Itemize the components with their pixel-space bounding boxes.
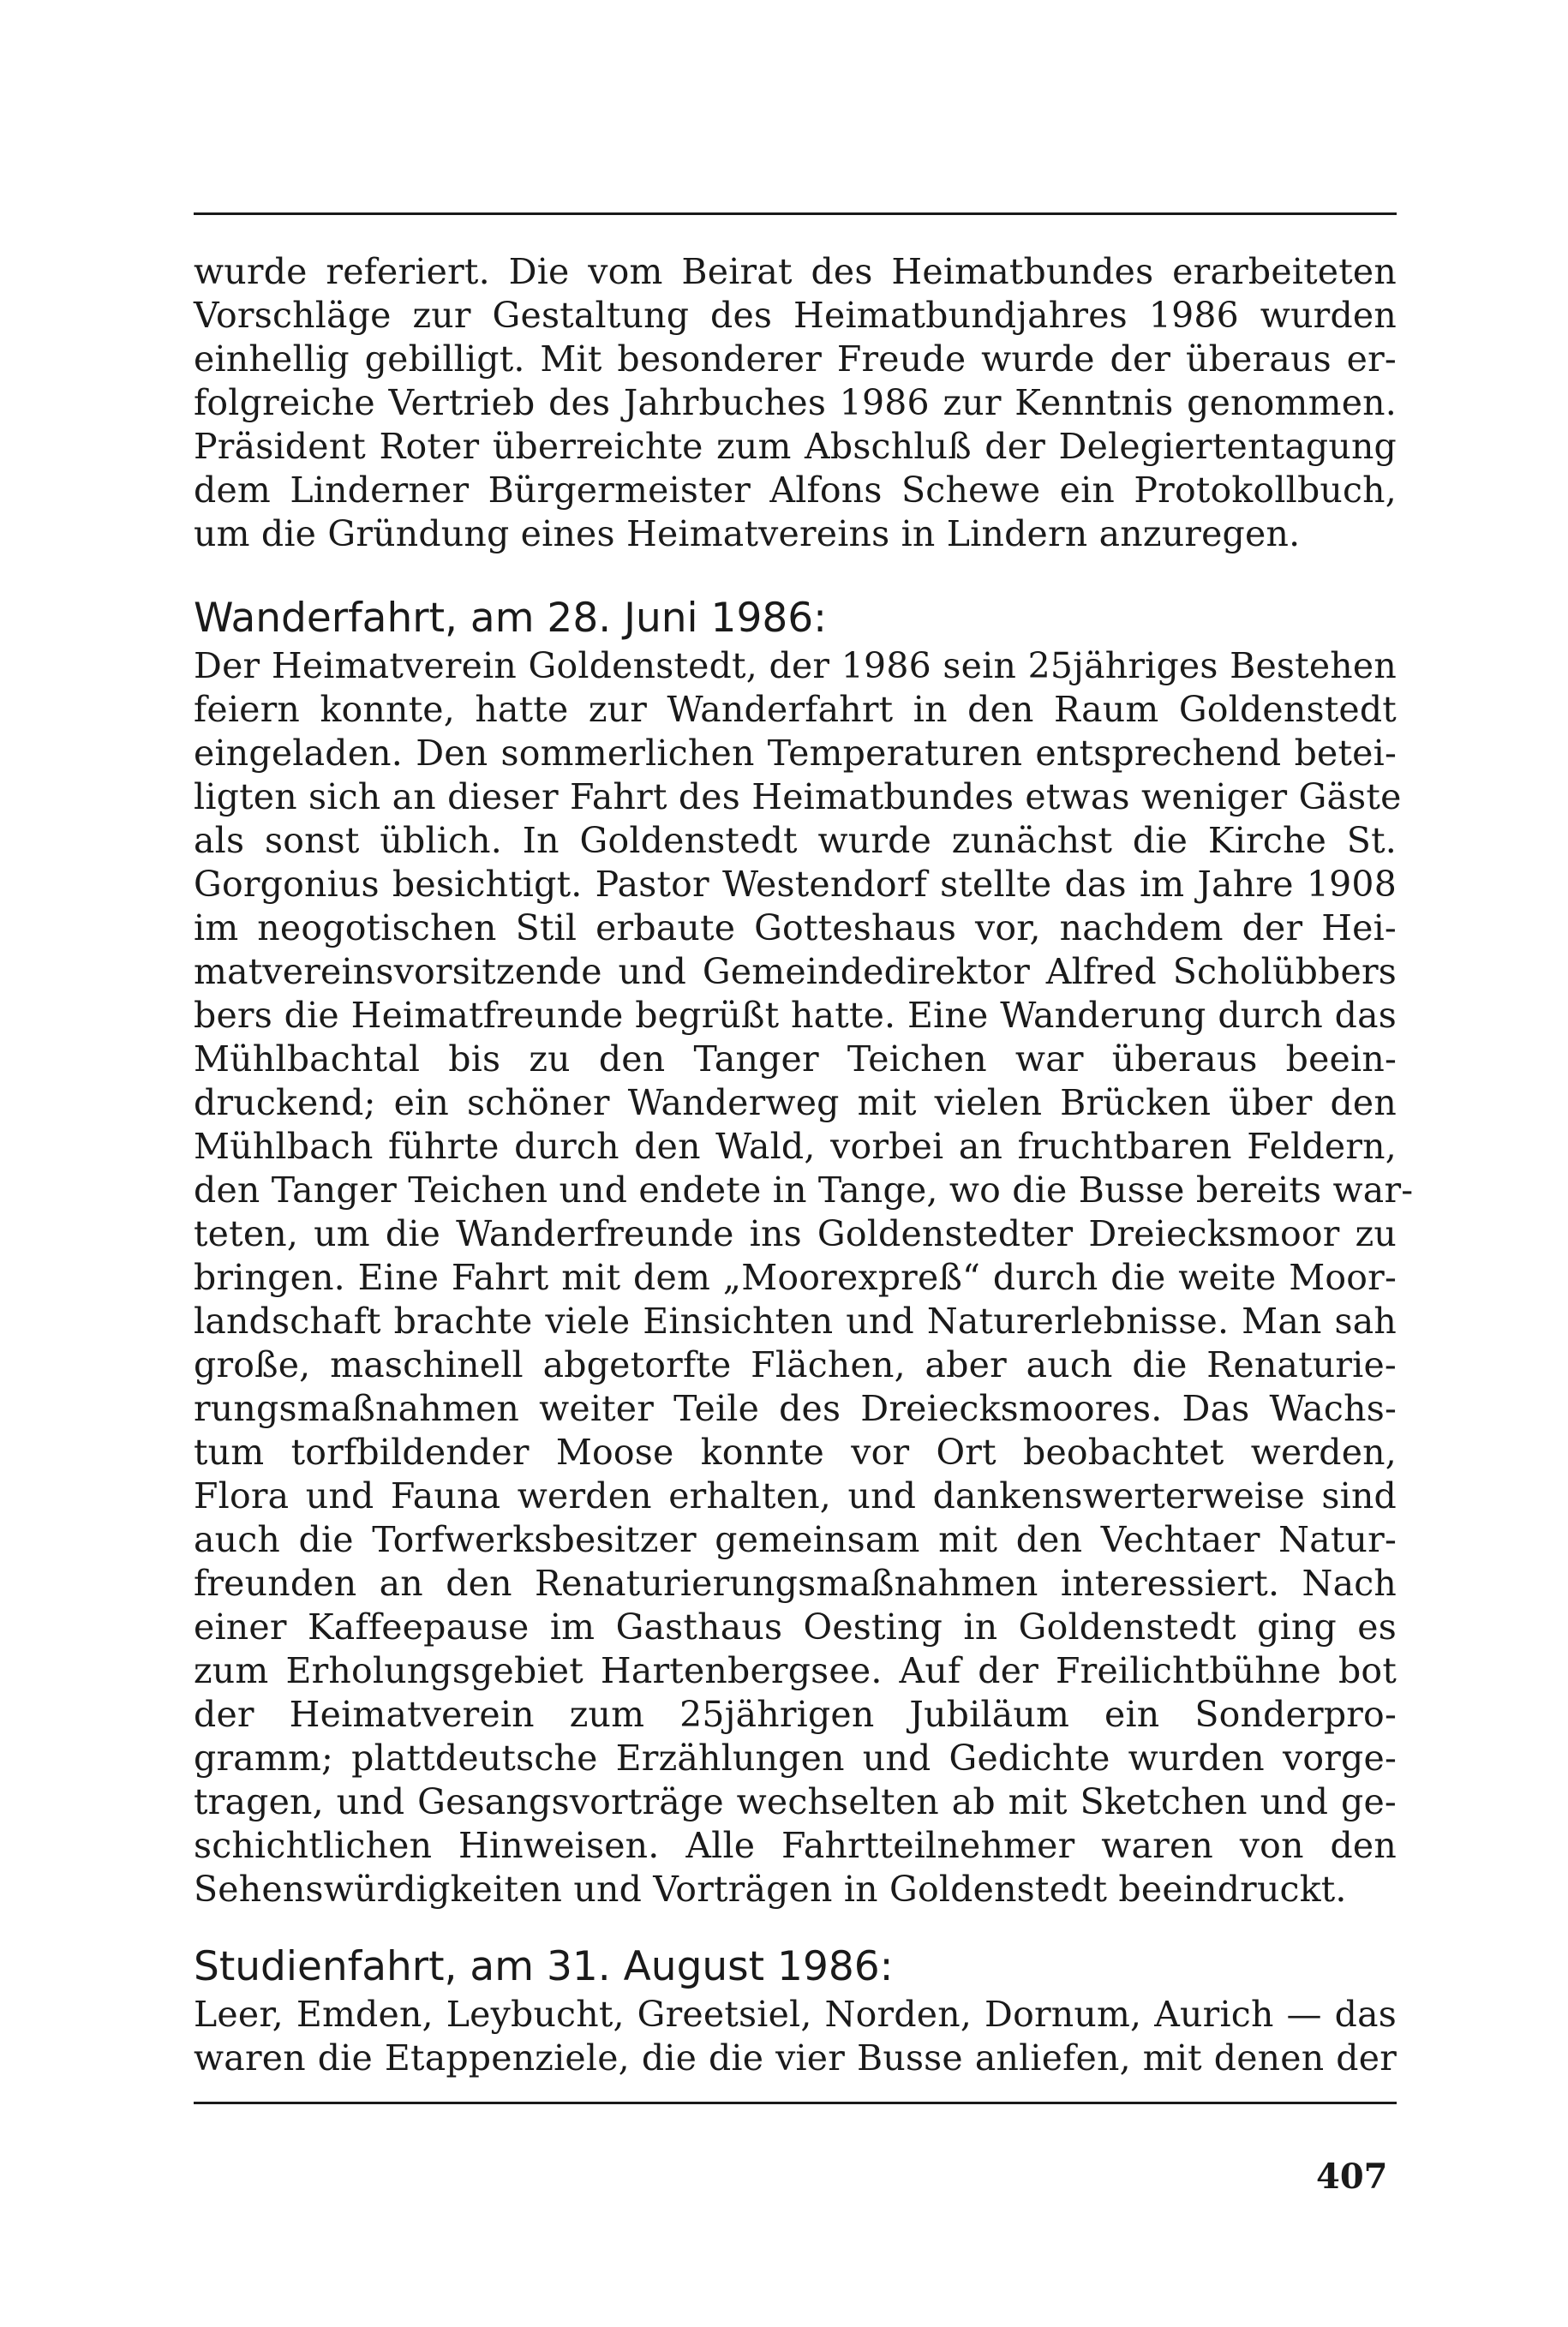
bottom-rule — [194, 2102, 1397, 2104]
text-line: auch die Torfwerksbesitzer gemeinsam mit den Vechtaer Natur- — [194, 1519, 1397, 1560]
text-line: im neogotischen Stil erbaute Gotteshaus vor, nachdem der Hei- — [194, 907, 1397, 948]
text-line: feiern konnte, hatte zur Wanderfahrt in den Raum Goldenstedt — [194, 689, 1397, 730]
text-line: Präsident Roter überreichte zum Abschluß der Delegiertentagung — [194, 426, 1397, 467]
text-line: bers die Heimatfreunde begrüßt hatte. Eine Wanderung durch das — [194, 995, 1397, 1036]
text-line: den Tanger Teichen und endete in Tange, wo die Busse bereits war- — [194, 1169, 1414, 1211]
text-line: große, maschinell abgetorfte Flächen, aber auch die Renaturie- — [194, 1344, 1397, 1385]
text-line: als sonst üblich. In Goldenstedt wurde zunächst die Kirche St. — [194, 820, 1397, 861]
text-line: teten, um die Wanderfreunde ins Goldenstedter Dreiecksmoor zu — [194, 1213, 1397, 1254]
text-line: matvereinsvorsitzende und Gemeindedirektor Alfred Scholübbers — [194, 951, 1397, 992]
text-line: landschaft brachte viele Einsichten und Naturerlebnisse. Man sah — [194, 1301, 1397, 1342]
text-line: waren die Etappenziele, die die vier Busse anliefen, mit denen der — [194, 2037, 1397, 2079]
text-line: zum Erholungsgebiet Hartenbergsee. Auf der Freilichtbühne bot — [194, 1650, 1397, 1691]
paragraph-wanderfahrt — [194, 644, 1414, 1911]
text-line: um die Gründung eines Heimatvereins in Lindern anzuregen. — [194, 513, 1301, 554]
text-line: Flora und Fauna werden erhalten, und dankenswerterweise sind — [194, 1475, 1397, 1516]
text-line: Sehenswürdigkeiten und Vorträgen in Goldenstedt beeindruckt. — [194, 1869, 1347, 1910]
text-line: ligten sich an dieser Fahrt des Heimatbundes etwas weniger Gäste — [194, 776, 1402, 817]
text-line: gramm; plattdeutsche Erzählungen und Gedichte wurden vorge- — [194, 1738, 1397, 1779]
text-line: bringen. Eine Fahrt mit dem „Moorexpreß“ durch die weite Moor- — [194, 1257, 1397, 1298]
text-line: Mühlbach führte durch den Wald, vorbei an fruchtbaren Feldern, — [194, 1126, 1397, 1167]
text-line: Der Heimatverein Goldenstedt, der 1986 sein 25jähriges Bestehen — [194, 645, 1397, 686]
text-line: Mühlbachtal bis zu den Tanger Teichen war überaus beein- — [194, 1038, 1397, 1080]
text-line: Leer, Emden, Leybucht, Greetsiel, Norden, Dornum, Aurich — das — [194, 1994, 1397, 2035]
text-line: dem Linderner Bürgermeister Alfons Schewe ein Protokollbuch, — [194, 470, 1397, 511]
text-line: rungsmaßnahmen weiter Teile des Dreiecksmoores. Das Wachs- — [194, 1388, 1397, 1429]
text-line: tragen, und Gesangsvorträge wechselten ab mit Sketchen und ge- — [194, 1781, 1397, 1822]
heading-wanderfahrt: Wanderfahrt, am 28. Juni 1986: — [194, 595, 827, 642]
text-line: Vorschläge zur Gestaltung des Heimatbundjahres 1986 wurden — [194, 295, 1397, 336]
text-line: schichtlichen Hinweisen. Alle Fahrtteilnehmer waren von den — [194, 1825, 1397, 1866]
text-line: einer Kaffeepause im Gasthaus Oesting in Goldenstedt ging es — [194, 1606, 1397, 1648]
text-line: freunden an den Renaturierungsmaßnahmen interessiert. Nach — [194, 1563, 1397, 1604]
text-line: einhellig gebilligt. Mit besonderer Freude wurde der überaus er- — [194, 338, 1397, 380]
text-line: eingeladen. Den sommerlichen Temperaturen entsprechend betei- — [194, 733, 1397, 774]
text-line: Gorgonius besichtigt. Pastor Westendorf stellte das im Jahre 1908 — [194, 864, 1397, 905]
text-line: der Heimatverein zum 25jährigen Jubiläum ein Sonderpro- — [194, 1694, 1397, 1735]
paragraph-studienfahrt — [194, 1993, 1397, 2080]
top-rule — [194, 212, 1397, 215]
text-line: tum torfbildender Moose konnte vor Ort beobachtet werden, — [194, 1432, 1397, 1473]
text-line: folgreiche Vertrieb des Jahrbuches 1986 zur Kenntnis genommen. — [194, 382, 1397, 423]
text-line: druckend; ein schöner Wanderweg mit vielen Brücken über den — [194, 1082, 1397, 1123]
page-number: 407 — [1316, 2157, 1388, 2197]
paragraph-delegates — [194, 250, 1397, 556]
text-line: wurde referiert. Die vom Beirat des Heimatbundes erarbeiteten — [194, 251, 1397, 292]
heading-studienfahrt: Studienfahrt, am 31. August 1986: — [194, 1943, 894, 1990]
